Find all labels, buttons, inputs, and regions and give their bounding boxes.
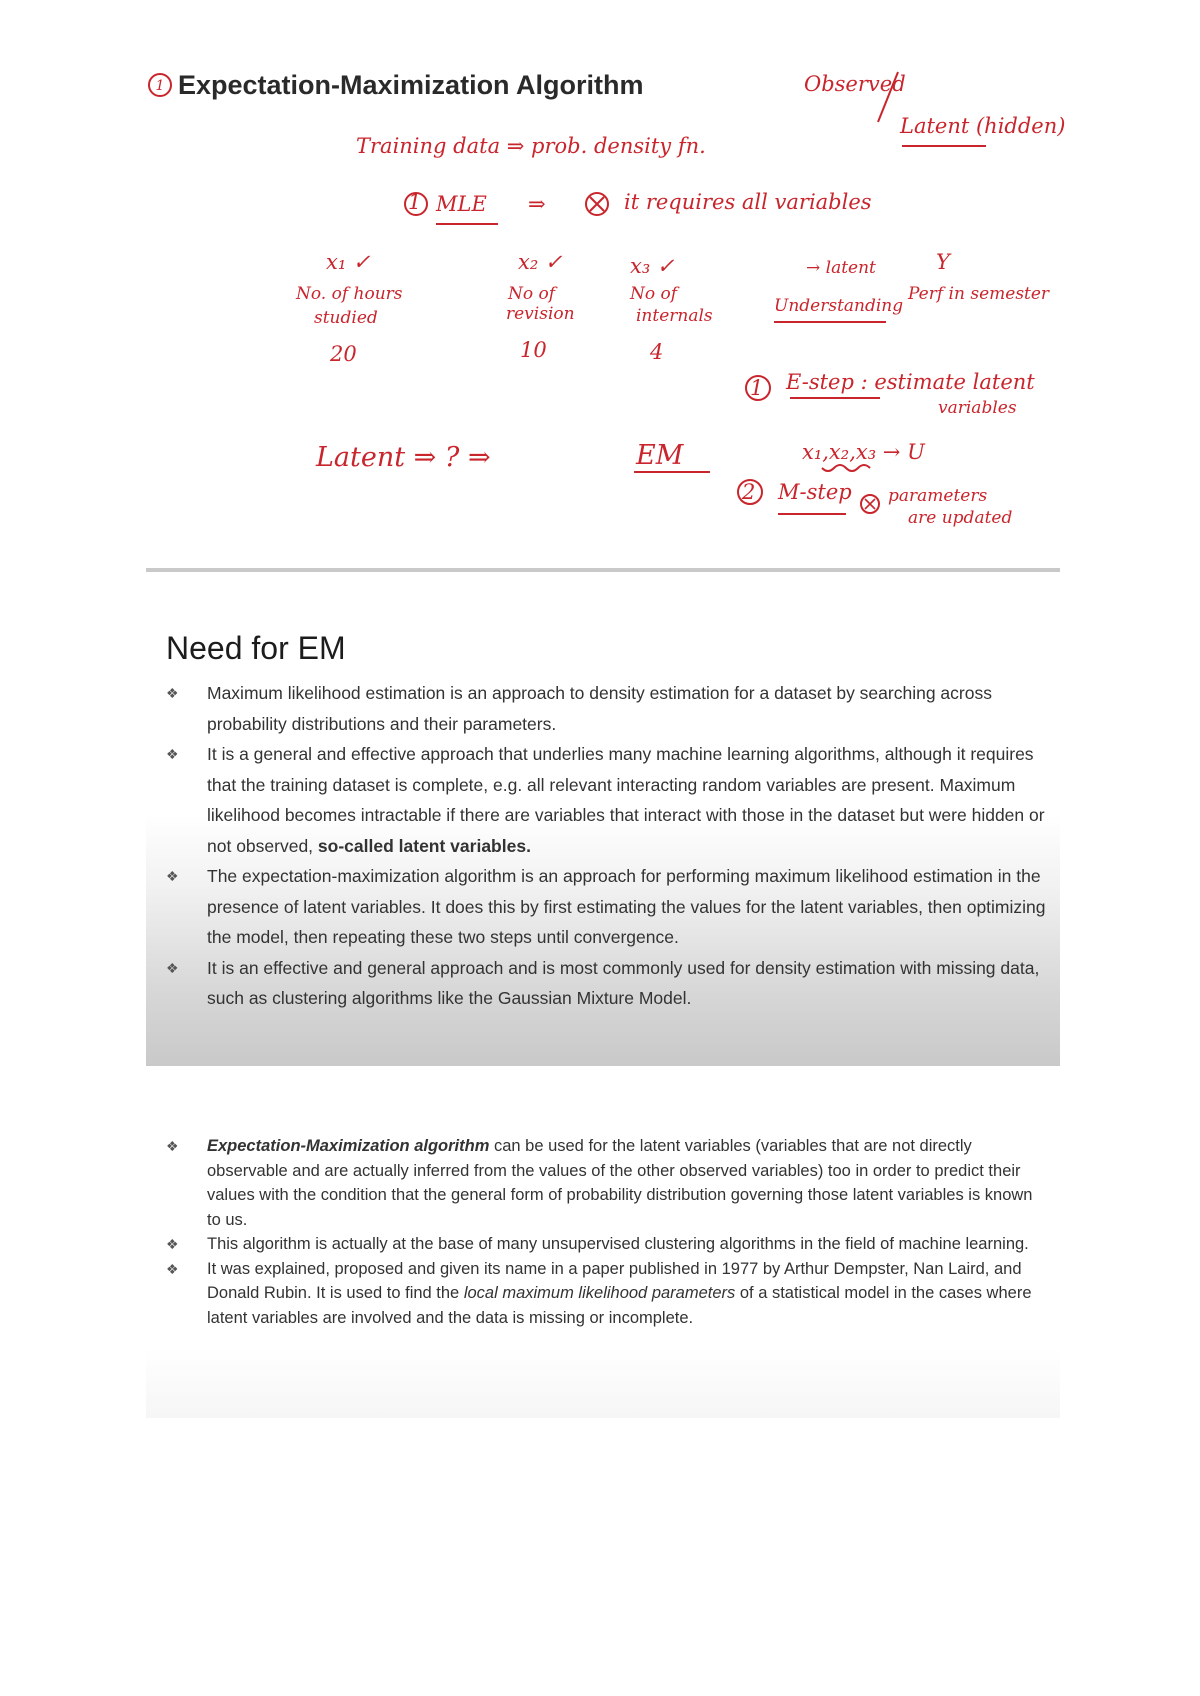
- slide-em-algorithm: [146, 52, 1066, 572]
- note-estep-2: variables: [938, 398, 1017, 418]
- bullet-diamond-icon: ❖: [166, 1236, 179, 1252]
- note-estep: E-step : estimate latent: [786, 370, 1035, 394]
- note-mstep-num: 2: [742, 480, 756, 504]
- list-item: ❖ Expectation-Maximization algorithm can be used for the latent variables (variables that are not directly observable and are actually inferred from the values of the other observed variables) too in order to predict their values with the condition that the general form of probability distribution governing those latent variables is known to us.: [166, 1134, 1046, 1232]
- note-x123: x₁,x₂,x₃ → U: [802, 440, 925, 464]
- note-mle: MLE: [436, 192, 487, 216]
- note-x3-value: 4: [650, 340, 664, 364]
- bullet-diamond-icon: ❖: [166, 868, 179, 884]
- slide-divider: [146, 568, 1060, 572]
- circled-number-icon: [146, 71, 174, 99]
- note-perf: Perf in semester: [908, 284, 1050, 304]
- note-x1-label-1: No. of hours: [296, 284, 403, 304]
- note-mle-num: 1: [408, 190, 422, 214]
- note-x2-label-2: revision: [506, 304, 575, 324]
- note-x2-label-1: No of: [508, 284, 556, 304]
- bullet-list: [166, 1134, 1046, 1330]
- note-arrow: ⇒: [528, 192, 546, 216]
- bullet-diamond-icon: ❖: [166, 685, 179, 701]
- slide-em-notes: [146, 1096, 1060, 1418]
- bold-italic-phrase: Expectation-Maximization algorithm: [207, 1137, 490, 1155]
- note-observed: Observed: [804, 72, 906, 96]
- note-latent-arrow: → latent: [806, 258, 876, 278]
- note-latent-question: Latent ⇒ ? ⇒: [316, 442, 491, 473]
- svg-text:1: 1: [155, 78, 165, 94]
- bullet-diamond-icon: ❖: [166, 959, 179, 976]
- note-x2-value: 10: [520, 338, 547, 362]
- list-item: ❖ It is a general and effective approach that underlies many machine learning algorithms, although it requires that the training dataset is complete, e.g. all relevant interacting random variables are present. Maximum likelihood becomes intractable if there are variables that interact with those in the dataset but were hidden or not observed, so-called latent variables.: [166, 739, 1046, 861]
- note-estep-num: 1: [750, 376, 764, 400]
- note-y: Y: [936, 250, 950, 274]
- note-x2: x₂ ✓: [518, 250, 563, 274]
- list-item: ❖ This algorithm is actually at the base of many unsupervised clustering algorithms in the field of machine learning.: [166, 1232, 1046, 1257]
- note-requires-all: it requires all variables: [624, 190, 872, 214]
- note-x3: x₃ ✓: [630, 254, 675, 278]
- list-item: ❖ It was explained, proposed and given its name in a paper published in 1977 by Arthur Dempster, Nan Laird, and Donald Rubin. It is used to find the local maximum likelihood parameters of a statistical model in the cases where latent variables are involved and the data is missing or incomplete.: [166, 1257, 1046, 1331]
- note-x3-label-2: internals: [636, 306, 713, 326]
- note-mstep: M-step: [778, 480, 852, 504]
- bullet-list: [166, 678, 1046, 1014]
- note-x1-label-2: studied: [314, 308, 378, 328]
- bullet-diamond-icon: ❖: [166, 746, 179, 762]
- italic-phrase: local maximum likelihood parameters: [463, 1284, 736, 1302]
- note-training-data: Training data ⇒ prob. density fn.: [356, 134, 706, 158]
- note-latent-hidden: Latent (hidden): [900, 114, 1066, 138]
- list-item: ❖ It is an effective and general approach and is most commonly used for density estimation with missing data, such as clustering algorithms like the Gaussian Mixture Model.: [166, 953, 1046, 1014]
- note-understanding: Understanding: [774, 296, 904, 316]
- slide-title: Expectation-Maximization Algorithm: [178, 70, 644, 100]
- note-updated: are updated: [908, 508, 1013, 528]
- slide-need-for-em: [146, 600, 1060, 1066]
- note-x1-value: 20: [330, 342, 357, 366]
- note-em: EM: [636, 440, 684, 471]
- bullet-diamond-icon: ❖: [166, 1138, 179, 1154]
- note-x3-label-1: No of: [630, 284, 678, 304]
- bullet-diamond-icon: ❖: [166, 1260, 179, 1277]
- list-item: ❖ The expectation-maximization algorithm is an approach for performing maximum likelihood estimation in the presence of latent variables. It does this by first estimating the values for the latent variables, then optimizing the model, then repeating these two steps until convergence.: [166, 861, 1046, 953]
- note-parameters: parameters: [888, 486, 988, 506]
- bold-phrase: so-called latent variables.: [317, 835, 531, 856]
- slide-heading: Need for EM: [166, 630, 346, 666]
- note-x1: x₁ ✓: [326, 250, 371, 274]
- list-item: ❖ Maximum likelihood estimation is an approach to density estimation for a dataset by searching across probability distributions and their parameters.: [166, 678, 1046, 739]
